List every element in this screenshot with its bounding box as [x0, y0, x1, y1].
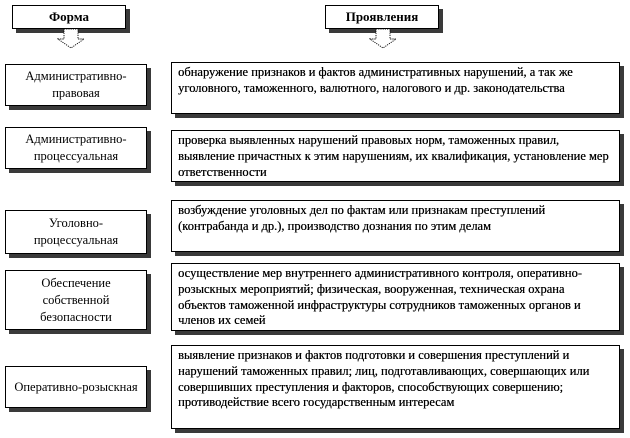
form-box-own-security [5, 270, 147, 330]
form-label: Административно-процессуальная [25, 132, 127, 163]
form-label: Административно-правовая [25, 69, 127, 100]
form-box-administrative-procedural [5, 127, 147, 169]
form-label: Оперативно-розыскная [14, 379, 138, 394]
manifestation-text: проверка выявленных нарушений правовых норм, таможенных правил, выявление причастных к этим нарушениям, их квалификация, установление мер ответственности [178, 133, 609, 179]
manifestation-box-operational-search [171, 345, 620, 429]
form-header-label: Форма [49, 9, 89, 24]
form-box-administrative-legal [5, 64, 147, 106]
manifestation-text: обнаружение признаков и фактов административных нарушений, а так же уголовного, таможенного, валютного, налогового и др. законодательства [178, 65, 573, 95]
form-label: Обеспечение собственной безопасности [40, 275, 112, 324]
manifestation-column-header [325, 5, 439, 29]
manifestation-box-criminal-procedural [171, 200, 620, 252]
manifestation-box-own-security [171, 263, 620, 331]
manifestation-text: выявление признаков и фактов подготовки и совершения преступлений и нарушений таможенных правил; лиц, подготавливающих, совершающих или совершивших преступления и факторов, способствующих совершению; противодействие всего государственным интересам [178, 348, 590, 410]
form-label: Уголовно-процессуальная [33, 216, 119, 247]
manifestation-box-administrative-procedural [171, 130, 620, 182]
down-arrow-icon [57, 29, 85, 49]
manifestation-text: осуществление мер внутреннего административного контроля, оперативно-розыскных мероприятий; физическая, вооруженная, техническая охрана объектов таможенной инфраструктуры сотрудников таможенных органов и членов их семей [178, 266, 582, 328]
manifestation-text: возбуждение уголовных дел по фактам или признакам преступлений (контрабанда и др.), производство дознания по этим делам [178, 203, 546, 233]
form-box-criminal-procedural [5, 210, 147, 254]
form-column-header [12, 5, 126, 29]
form-box-operational-search [5, 366, 147, 408]
manifestation-header-label: Проявления [345, 9, 419, 24]
down-arrow-icon [369, 29, 397, 49]
manifestation-box-administrative-legal [171, 62, 620, 114]
